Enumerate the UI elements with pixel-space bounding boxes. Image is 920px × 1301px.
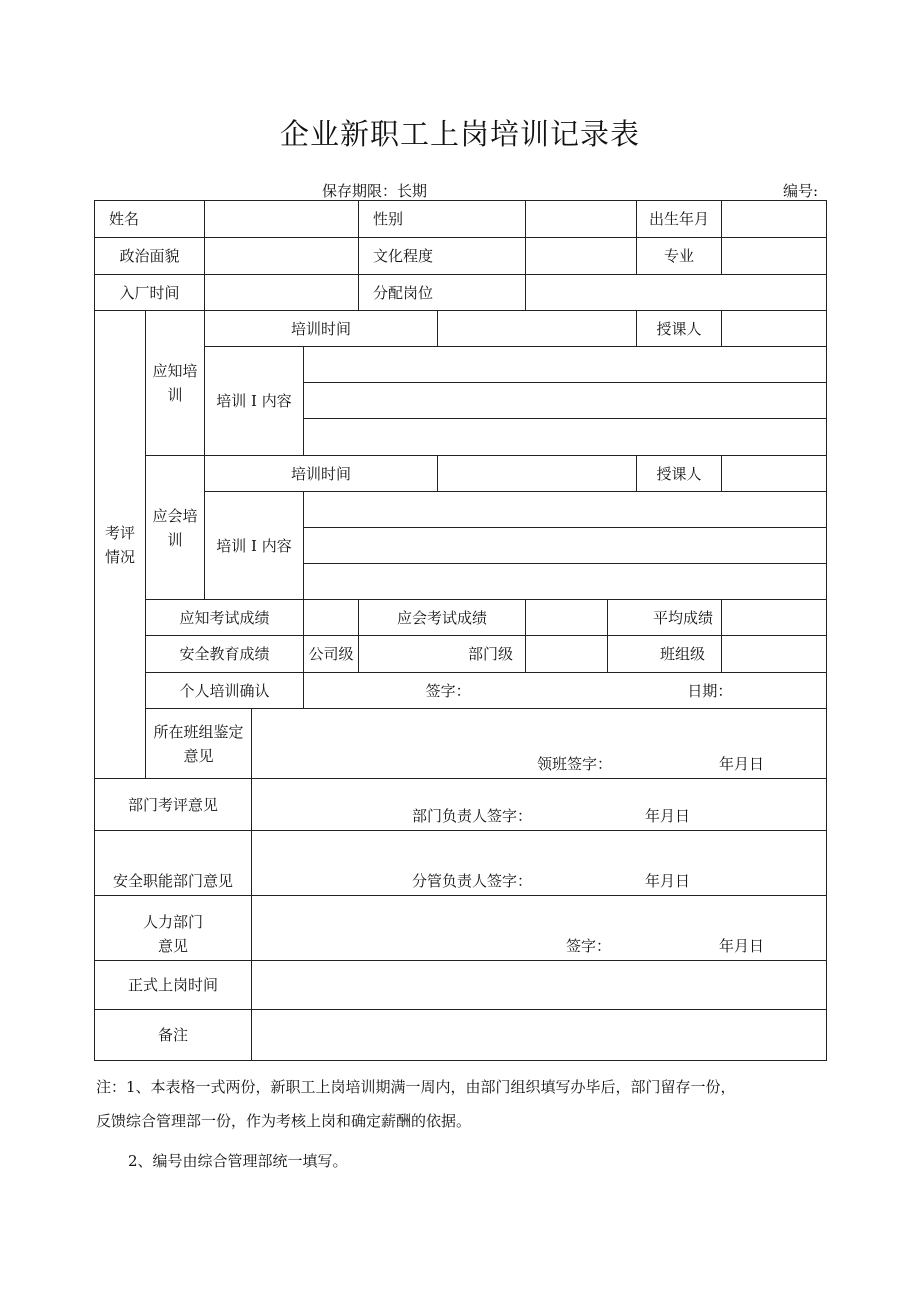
training-record-table	[94, 200, 827, 1061]
team-leader-sign-label: 领班签字：	[537, 755, 613, 773]
team-opinion-field[interactable]	[252, 709, 827, 779]
retention-period: 保存期限：长期	[322, 182, 428, 200]
remarks-field[interactable]	[252, 1010, 827, 1061]
formal-post-time-label: 正式上岗时间	[95, 961, 252, 1010]
serial-number-label: 编号:	[783, 182, 819, 200]
safety-dept-opinion-label: 安全职能部门意见	[95, 831, 252, 896]
name-field[interactable]	[205, 201, 359, 238]
know-training-label: 应知培 训	[146, 311, 205, 456]
confirm-date-label: 日期：	[687, 681, 733, 700]
do-content-line-1[interactable]	[304, 492, 827, 528]
birth-field[interactable]	[722, 201, 827, 238]
note-line-3: 2、编号由综合管理部统一填写。	[128, 1152, 348, 1170]
know-lecturer-field[interactable]	[722, 311, 827, 347]
education-label: 文化程度	[359, 238, 526, 275]
entry-time-label: 入厂时间	[95, 275, 205, 311]
gender-label: 性别	[359, 201, 526, 238]
team-opinion-label: 所在班组鉴定 意见	[146, 709, 252, 779]
know-content-label: 培训 I 内容	[205, 347, 304, 456]
do-lecturer-label: 授课人	[637, 456, 722, 492]
dept-opinion-date: 年月日	[645, 807, 691, 825]
politics-label: 政治面貌	[95, 238, 205, 275]
hr-opinion-label: 人力部门 意见	[95, 896, 252, 961]
team-level-label: 班组级	[608, 636, 722, 673]
hr-opinion-field[interactable]	[252, 896, 827, 961]
major-field[interactable]	[722, 238, 827, 275]
do-exam-label: 应会考试成绩	[359, 600, 526, 636]
gender-field[interactable]	[526, 201, 637, 238]
know-content-line-1[interactable]	[304, 347, 827, 383]
team-opinion-date: 年月日	[719, 755, 765, 773]
birth-label: 出生年月	[637, 201, 722, 238]
do-content-label: 培训 I 内容	[205, 492, 304, 600]
name-label: 姓名	[95, 201, 205, 238]
do-lecturer-field[interactable]	[722, 456, 827, 492]
assigned-post-field[interactable]	[526, 275, 827, 311]
know-train-time-field[interactable]	[438, 311, 637, 347]
dept-opinion-label: 部门考评意见	[95, 779, 252, 831]
education-field[interactable]	[526, 238, 637, 275]
know-content-line-2[interactable]	[304, 383, 827, 419]
page-title: 企业新职工上岗培训记录表	[279, 117, 640, 151]
safety-opinion-date: 年月日	[645, 872, 691, 890]
avg-score-label: 平均成绩	[608, 600, 722, 636]
company-level-label: 公司级	[304, 636, 359, 673]
evaluation-label: 考评 情况	[95, 311, 146, 779]
know-content-line-3[interactable]	[304, 419, 827, 456]
branch-head-sign-label: 分管负责人签字：	[412, 872, 533, 890]
notes	[96, 1070, 826, 1178]
do-content-line-2[interactable]	[304, 528, 827, 564]
do-training-label: 应会培 训	[146, 456, 205, 600]
do-content-line-3[interactable]	[304, 564, 827, 600]
know-train-time-label: 培训时间	[205, 311, 438, 347]
major-label: 专业	[637, 238, 722, 275]
do-train-time-label: 培训时间	[205, 456, 438, 492]
do-train-time-field[interactable]	[438, 456, 637, 492]
know-exam-field[interactable]	[304, 600, 359, 636]
remarks-label: 备注	[95, 1010, 252, 1061]
know-exam-label: 应知考试成绩	[146, 600, 304, 636]
dept-head-sign-label: 部门负责人签字：	[412, 807, 533, 825]
formal-post-time-field[interactable]	[252, 961, 827, 1010]
hr-opinion-date: 年月日	[719, 937, 765, 955]
safety-score-label: 安全教育成绩	[146, 636, 304, 673]
personal-confirm-label: 个人培训确认	[146, 673, 304, 709]
avg-score-field[interactable]	[722, 600, 827, 636]
entry-time-field[interactable]	[205, 275, 359, 311]
hr-sign-label: 签字：	[566, 937, 612, 955]
dept-level-label: 部门级	[359, 636, 526, 673]
personal-confirm-field[interactable]	[304, 673, 827, 709]
safety-dept-opinion-field[interactable]	[252, 831, 827, 896]
politics-field[interactable]	[205, 238, 359, 275]
dept-level-field[interactable]	[526, 636, 608, 673]
do-exam-field[interactable]	[526, 600, 608, 636]
assigned-post-label: 分配岗位	[359, 275, 526, 311]
know-lecturer-label: 授课人	[637, 311, 722, 347]
dept-opinion-field[interactable]	[252, 779, 827, 831]
team-level-field[interactable]	[722, 636, 827, 673]
confirm-sign-label: 签字：	[425, 681, 471, 700]
note-line-1: 注：1、本表格一式两份，新职工上岗培训期满一周内，由部门组织填写办毕后，部门留存一份，	[96, 1078, 736, 1096]
note-line-2: 反馈综合管理部一份，作为考核上岗和确定薪酬的依据。	[96, 1112, 472, 1130]
